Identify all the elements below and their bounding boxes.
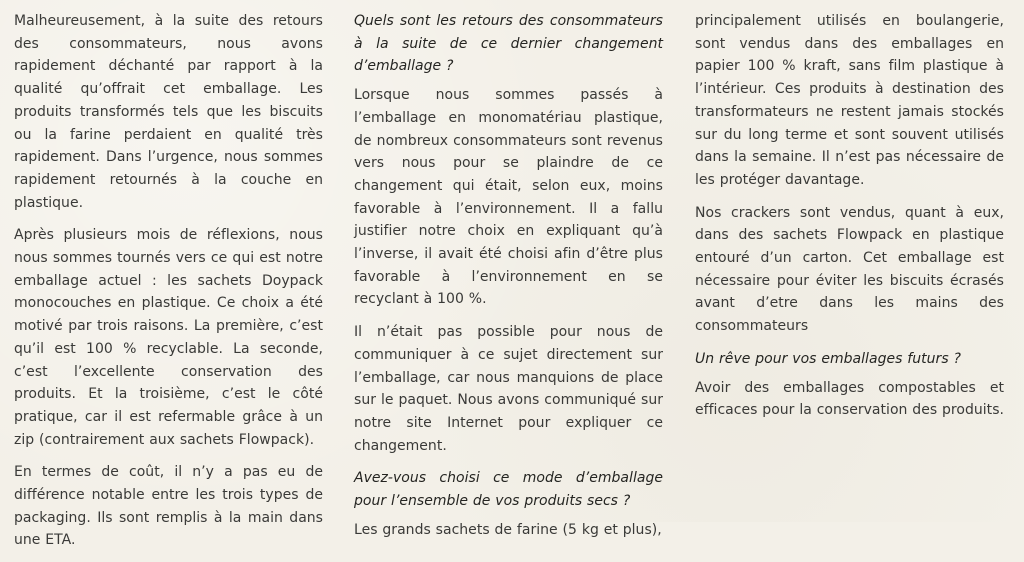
- paragraph: Les grands sachets de farine (5 kg et plus),: [354, 521, 662, 538]
- paragraph: Malheureusement, à la suite des retours des consommateurs, nous avons rapidement déchanté par rapport à la qualité qu’offrait cet emballage. Les produits transformés tels que les biscuits ou la farine perdaient en qualité très rapidement. Dans l’urgence, nous sommes rapidement retournés à la couche en plastique.: [14, 13, 323, 211]
- paragraph: Nos crackers sont vendus, quant à eux, dans des sachets Flowpack en plastique entouré d’un carton. Cet emballage est nécessaire pour éviter les biscuits écrasés avant d’etre dans les mains des consommateurs: [695, 204, 1004, 335]
- paragraph: Lorsque nous sommes passés à l’emballage en monomatériau plastique, de nombreux consommateurs sont revenus vers nous pour se plaindre de ce changement qui était, selon eux, moins favorable à l’environnement. Il a fallu justifier notre choix en expliquant qu’à l’inverse, il avait été choisi afin d’être plus favorable à l’environnement en se recyclant à 100 %.: [354, 87, 663, 308]
- text-column-1: [14, 10, 323, 562]
- paragraph: Après plusieurs mois de réflexions, nous nous sommes tournés vers ce qui est notre emballage actuel : les sachets Doypack monocouches en plastique. Ce choix a été motivé par trois raisons. La première, c’est qu’il est 100 % recyclable. La seconde, c’est l’excellente conservation des produits. Et la troisième, c’est le côté pratique, car il est refermable grâce à un zip (contrairement aux sachets Flowpack).: [14, 227, 323, 448]
- paragraph: Avoir des emballages compostables et efficaces pour la conservation des produits.: [695, 379, 1004, 419]
- interview-question: Avez-vous choisi ce mode d’emballage pour l’ensemble de vos produits secs ?: [354, 470, 663, 510]
- interview-question: Quels sont les retours des consommateurs à la suite de ce dernier changement d’emballage ?: [354, 13, 663, 75]
- paragraph: Il n’était pas possible pour nous de communiquer à ce sujet directement sur l’emballage, car nous manquions de place sur le paquet. Nous avons communiqué sur notre site Internet pour expliquer ce changement.: [354, 324, 663, 454]
- text-column-3: [695, 10, 1004, 432]
- paragraph: En termes de coût, il n’y a pas eu de différence notable entre les trois types de packaging. Ils sont remplis à la main dans une ETA.: [14, 464, 323, 549]
- interview-question: Un rêve pour vos emballages futurs ?: [695, 350, 961, 367]
- text-column-2: [354, 10, 663, 551]
- paragraph: principalement utilisés en boulangerie, sont vendus dans des emballages en papier 100 % kraft, sans film plastique à l’intérieur. Ces produits à destination des transformateurs ne restent jamais stockés sur du long terme et sont souvent utilisés dans la semaine. Il n’est pas nécessaire de les protéger davantage.: [695, 13, 1004, 188]
